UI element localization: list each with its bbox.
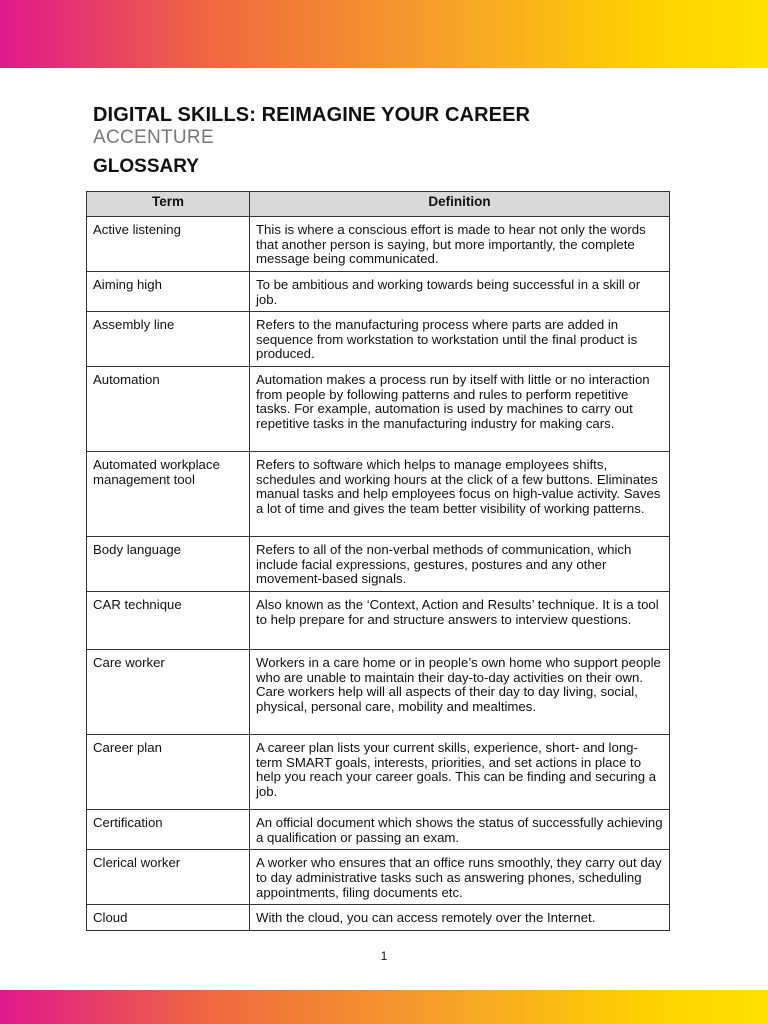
term-cell: Body language — [87, 537, 250, 592]
definition-cell: An official document which shows the status of successfully achieving a qualification or passing an exam. — [250, 810, 670, 850]
definition-cell: A worker who ensures that an office runs smoothly, they carry out day to day administrative tasks such as answering phones, scheduling appointments, filing documents etc. — [250, 850, 670, 905]
document-title: DIGITAL SKILLS: REIMAGINE YOUR CAREER — [93, 104, 531, 126]
page-number: 1 — [380, 949, 388, 963]
definition-cell: Workers in a care home or in people’s own home who support people who are unable to maintain their day-to-day activities on their own. Care workers help will all aspects of their day to day living, social, physical, personal care, mobility and mealtimes. — [250, 650, 670, 735]
definition-cell: With the cloud, you can access remotely over the Internet. — [250, 905, 670, 931]
definition-cell: Refers to software which helps to manage employees shifts, schedules and working hours at the click of a few buttons. Eliminates manual tasks and help employees focus on high-value activity. Saves a lot of time and gives the team better visibility of working patterns. — [250, 452, 670, 537]
term-cell: Automation — [87, 367, 250, 452]
term-cell: Aiming high — [87, 272, 250, 312]
term-cell: Certification — [87, 810, 250, 850]
definition-cell: A career plan lists your current skills, experience, short- and long-term SMART goals, interests, priorities, and set actions in place to help you reach your career goals. This can be finding and securing a job. — [250, 735, 670, 810]
term-cell: Assembly line — [87, 312, 250, 367]
term-cell: Automated workplace management tool — [87, 452, 250, 537]
table-row — [87, 312, 670, 367]
term-cell: Care worker — [87, 650, 250, 735]
bottom-gradient-band — [0, 990, 768, 1024]
table-row — [87, 592, 670, 650]
term-cell: Clerical worker — [87, 850, 250, 905]
term-cell: Active listening — [87, 217, 250, 272]
definition-cell: Refers to all of the non-verbal methods of communication, which include facial expressions, gestures, postures and any other movement-based signals. — [250, 537, 670, 592]
definition-column-header: Definition — [250, 192, 670, 217]
term-cell: Career plan — [87, 735, 250, 810]
definition-cell: Automation makes a process run by itself with little or no interaction from people by following patterns and rules to perform repetitive tasks. For example, automation is used by machines to carry out repetitive tasks in the manufacturing industry for making cars. — [250, 367, 670, 452]
table-row — [87, 810, 670, 850]
definition-cell: This is where a conscious effort is made to hear not only the words that another person is saying, but more importantly, the complete message being communicated. — [250, 217, 670, 272]
term-cell: Cloud — [87, 905, 250, 931]
table-row — [87, 537, 670, 592]
definition-cell: To be ambitious and working towards being successful in a skill or job. — [250, 272, 670, 312]
table-row — [87, 272, 670, 312]
term-column-header: Term — [87, 192, 250, 217]
table-row — [87, 217, 670, 272]
definition-cell: Also known as the ‘Context, Action and Results’ technique. It is a tool to help prepare for and structure answers to interview questions. — [250, 592, 670, 650]
table-row — [87, 650, 670, 735]
table-row — [87, 367, 670, 452]
table-row — [87, 735, 670, 810]
top-gradient-band — [0, 0, 768, 68]
table-row — [87, 905, 670, 931]
table-row — [87, 850, 670, 905]
definition-cell: Refers to the manufacturing process where parts are added in sequence from workstation to workstation until the final product is produced. — [250, 312, 670, 367]
term-cell: CAR technique — [87, 592, 250, 650]
table-row — [87, 452, 670, 537]
glossary-table — [86, 191, 670, 931]
table-header-row — [87, 192, 670, 217]
section-heading: GLOSSARY — [93, 156, 199, 177]
document-subtitle: ACCENTURE — [93, 127, 214, 148]
